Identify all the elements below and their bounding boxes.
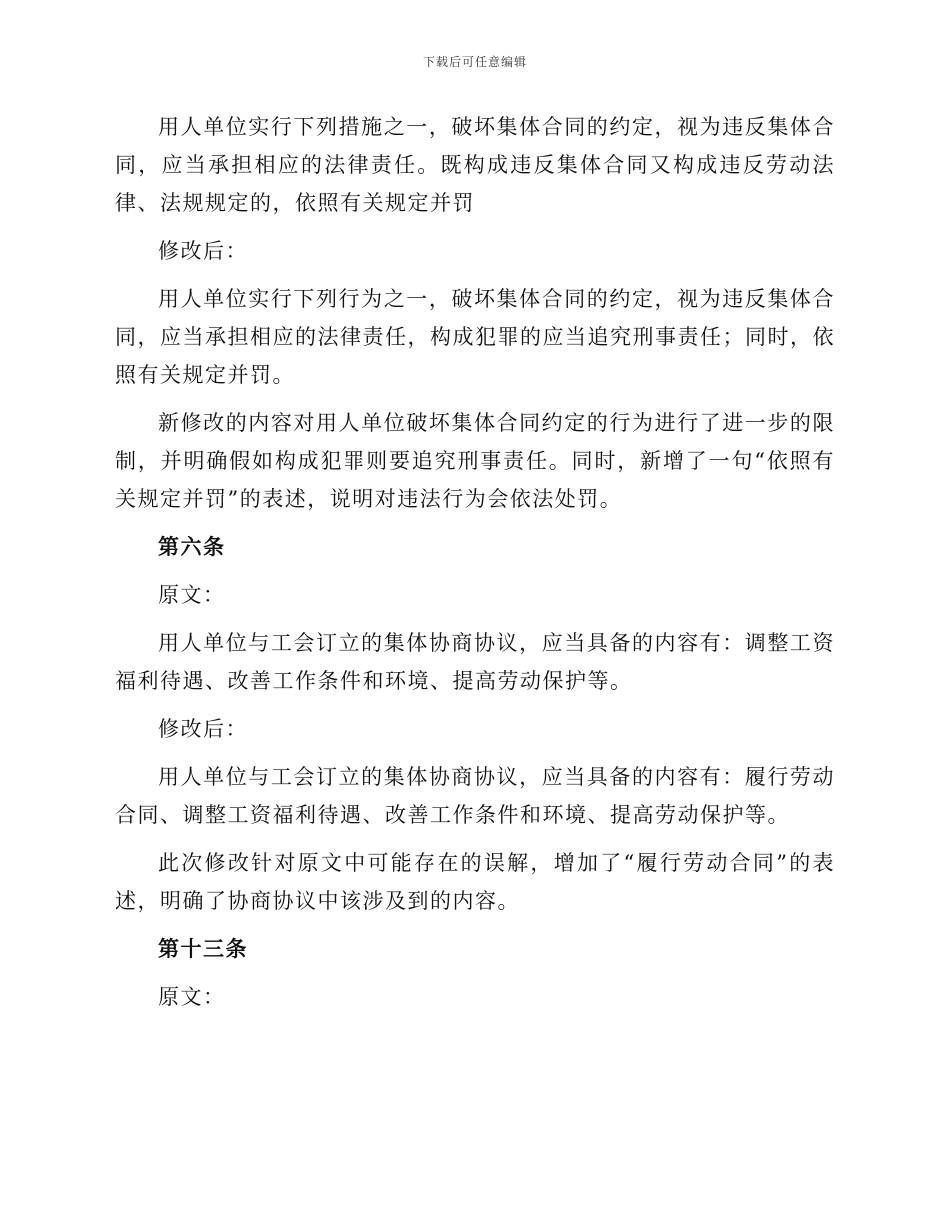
page-header: 下载后可任意编辑	[422, 55, 527, 69]
paragraph-article-6-explanation: 此次修改针对原文中可能存在的误解，增加了“履行劳动合同”的表述，明确了协商协议中该涉及到的内容。	[115, 851, 835, 913]
document-body	[115, 108, 835, 1026]
paragraph-original-article-6: 用人单位与工会订立的集体协商协议，应当具备的内容有：调整工资福利待遇、改善工作条件和环境、提高劳动保护等。	[115, 631, 835, 693]
paragraph-label-original: 原文：	[158, 583, 226, 607]
paragraph-label-revised: 修改后：	[158, 717, 248, 741]
section-heading-article-6: 第六条	[158, 534, 226, 559]
paragraph-original-penalty-clause: 用人单位实行下列措施之一，破坏集体合同的约定，视为违反集体合同，应当承担相应的法律责任。既构成违反集体合同又构成违反劳动法律、法规规定的，依照有关规定并罚	[115, 115, 835, 215]
paragraph-revised-article-6: 用人单位与工会订立的集体协商协议，应当具备的内容有：履行劳动合同、调整工资福利待遇、改善工作条件和环境、提高劳动保护等。	[115, 765, 835, 827]
paragraph-revised-penalty-clause: 用人单位实行下列行为之一，破坏集体合同的约定，视为违反集体合同，应当承担相应的法律责任，构成犯罪的应当追究刑事责任；同时，依照有关规定并罚。	[115, 287, 835, 387]
paragraph-label-revised: 修改后：	[158, 239, 248, 263]
section-heading-article-13: 第十三条	[158, 936, 248, 961]
paragraph-label-original: 原文：	[158, 985, 226, 1009]
paragraph-penalty-explanation: 新修改的内容对用人单位破坏集体合同约定的行为进行了进一步的限制，并明确假如构成犯罪则要追究刑事责任。同时，新增了一句“依照有关规定并罚”的表述，说明对违法行为会依法处罚。	[115, 411, 835, 511]
